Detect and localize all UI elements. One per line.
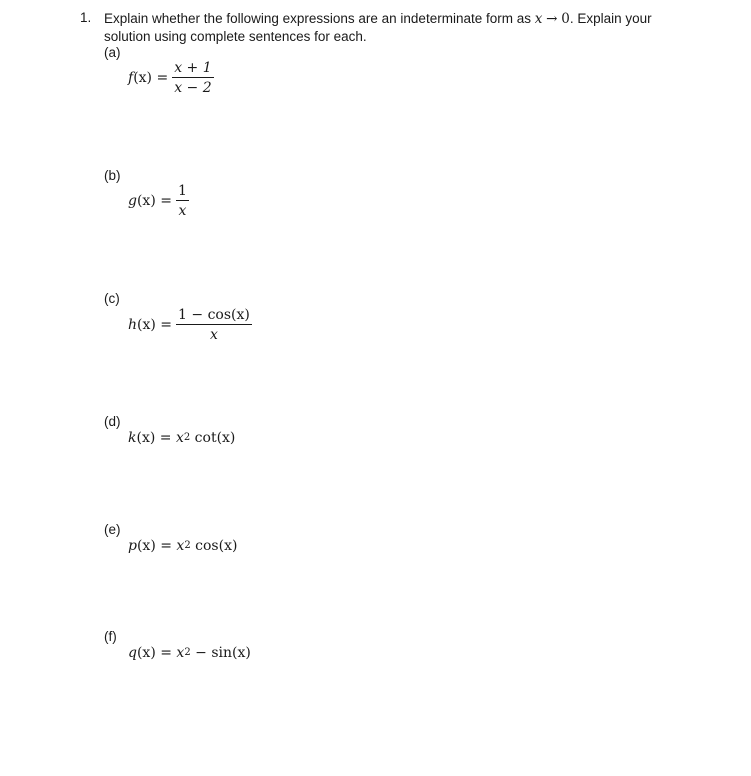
limit-arrow: → [546, 11, 558, 27]
part-d-base: x [175, 430, 184, 446]
part-b-label: (b) [104, 168, 121, 183]
part-f-lhs: (x) = [136, 645, 177, 661]
part-a-label: (a) [104, 45, 121, 60]
part-f-base: x [176, 645, 185, 661]
part-d-rest: cot(x) [190, 430, 236, 446]
question-number: 1. [80, 10, 92, 25]
part-b-lhs: (x) = [136, 193, 172, 209]
part-c-lhs: (x) = [137, 317, 173, 333]
part-a-fraction [172, 60, 213, 96]
part-e-rest: cos(x) [190, 538, 238, 554]
question-text-after: . Explain your solution using complete sentences for each. [104, 11, 652, 44]
part-e-label: (e) [104, 522, 121, 537]
part-c-numerator: 1 − cos(x) [178, 307, 250, 323]
part-f-expression: q (x) = x 2 − sin(x) [128, 645, 251, 661]
part-d-expression: k (x) = x 2 cot(x) [128, 430, 236, 446]
question-text-before: Explain whether the following expressions are an indeterminate form as [104, 11, 531, 26]
part-f-rest: − sin(x) [190, 645, 251, 661]
part-b-function-name: g [128, 193, 137, 209]
part-e-base: x [176, 538, 185, 554]
part-a-denominator: x − 2 [174, 80, 212, 96]
part-a-function-name: f [128, 70, 134, 86]
part-b-fraction [176, 183, 189, 219]
part-e-function-name: p [128, 538, 137, 554]
part-c-denominator: x [209, 327, 218, 343]
part-d-function-name: k [128, 430, 137, 446]
part-a-expression [128, 60, 214, 96]
part-a-numerator: x + 1 [174, 60, 212, 76]
part-e-lhs: (x) = [136, 538, 177, 554]
part-c-fraction [176, 307, 252, 343]
part-d-label: (d) [104, 414, 121, 429]
part-d-lhs: (x) = [136, 430, 176, 446]
part-c-function-name: h [128, 317, 138, 333]
part-a-lhs: (x) = [133, 70, 169, 86]
part-f-label: (f) [104, 629, 117, 644]
limit-variable: x [534, 11, 543, 27]
limit-value: 0 [561, 11, 570, 27]
part-b-numerator: 1 [177, 183, 187, 199]
part-f-function-name: q [128, 645, 137, 661]
part-b-expression [128, 183, 189, 219]
question-text [104, 10, 674, 46]
part-c-expression [128, 307, 252, 343]
part-c-label: (c) [104, 291, 120, 306]
part-b-denominator: x [178, 203, 187, 219]
part-e-expression: p (x) = x 2 cos(x) [128, 538, 238, 554]
